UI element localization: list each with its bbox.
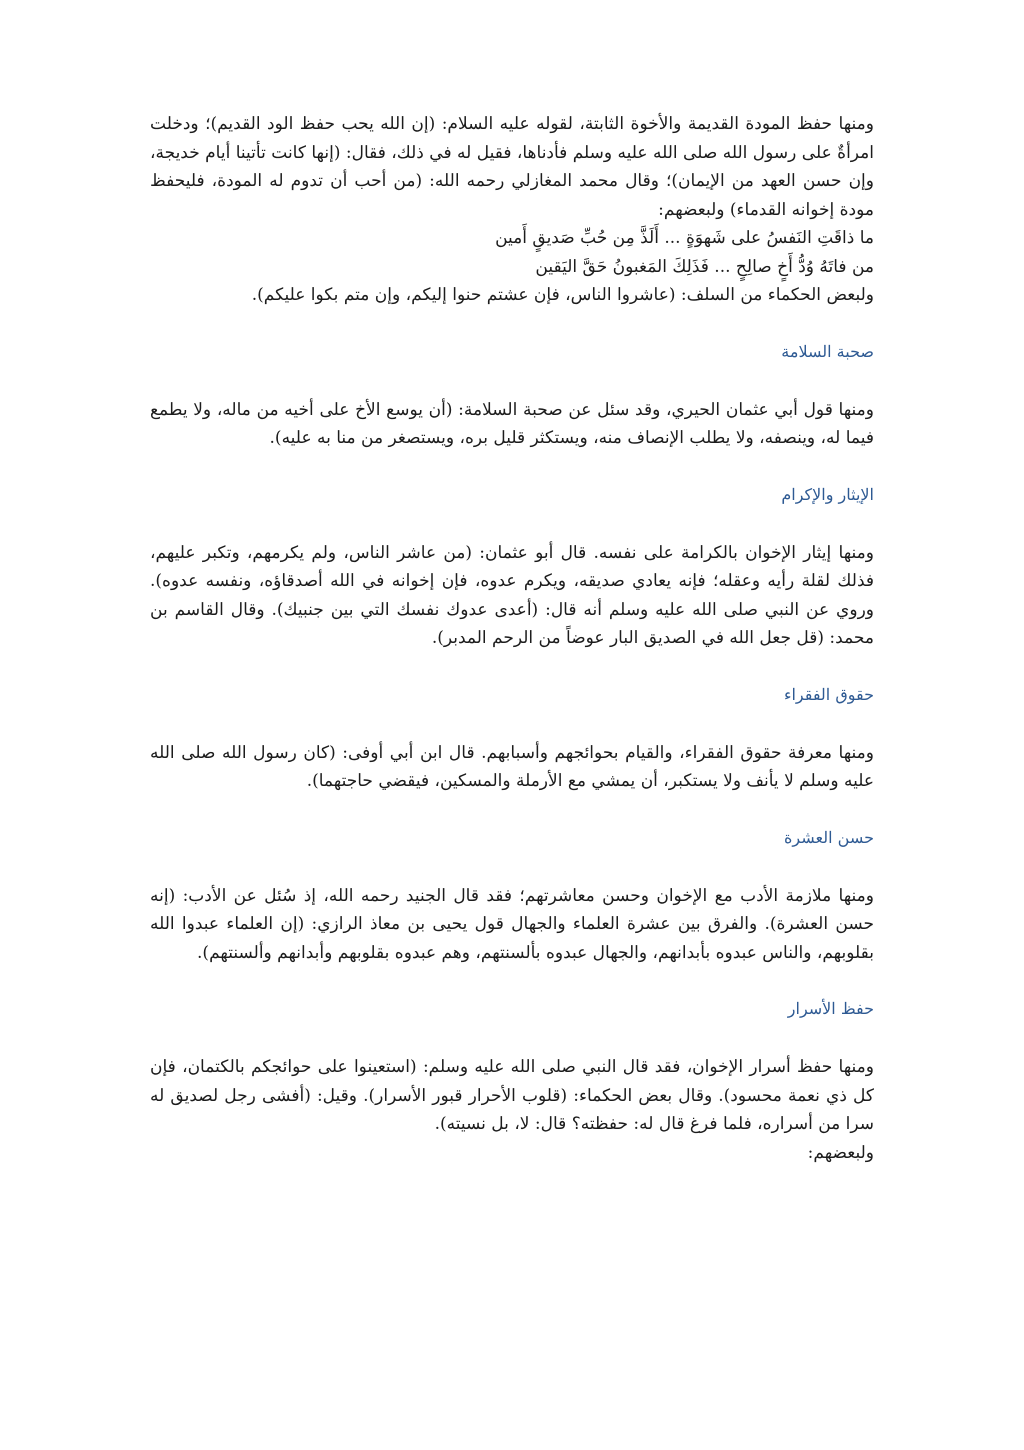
section-heading-keeping-secrets: حفظ الأسرار: [787, 999, 874, 1018]
document-page: [150, 110, 874, 1167]
section-paragraph-good-companionship: ومنها ملازمة الأدب مع الإخوان وحسن معاشرتهم؛ فقد قال الجنيد رحمه الله، إذ سُئل عن الأدب: (إنه حسن العشرة). والفرق بين عشرة العلماء والجهال قول يحيى بن معاذ الرازي: (إن العلماء عبدوا الله بقلوبهم، والناس عبدوه بأبدانهم، والجهال عبدوه بألسنتهم، وهم عبدوه بقلوبهم وأبدانهم وألسنتهم).: [150, 885, 874, 963]
poem-verse-1: ما ذاقَتِ النَفسُ على شَهوَةٍ ... أَلَذَّ مِن حُبِّ صَديقٍ أَمين: [495, 228, 874, 248]
section-heading-safety: صحبة السلامة: [781, 341, 874, 361]
section-paragraph-safety: ومنها قول أبي عثمان الحيري، وقد سئل عن صحبة السلامة: (أن يوسع الأخ على أخيه من ماله، ولا يطمع فيما له، وينصفه، ولا يطلب الإنصاف منه، ويستكثر قليل بره، ويستصغر من منا به عليه).: [150, 399, 874, 448]
section-heading-good-companionship: حسن العشرة: [784, 827, 874, 847]
section-paragraph-poor-rights: ومنها معرفة حقوق الفقراء، والقيام بحوائجهم وأسبابهم. قال ابن أبي أوفى: (كان رسول الله صلى الله عليه وسلم لا يأنف ولا يستكبر، أن يمشي مع الأرملة والمسكين، فيقضي حاجتهما).: [150, 742, 874, 791]
intro-closing-line: ولبعض الحكماء من السلف: (عاشروا الناس، فإن عشتم حنوا إليكم، وإن متم بكوا عليكم).: [251, 285, 874, 305]
poem-verse-2: من فاتَهُ وُدُّ أَخٍ صالِحٍ ... فَذَلِكَ المَغبونُ حَقَّ اليَقين: [535, 256, 874, 277]
intro-paragraph: ومنها حفظ المودة القديمة والأخوة الثابتة، لقوله عليه السلام: (إن الله يحب حفظ الود القديم)؛ ودخلت امرأةٌ على رسول الله صلى الله عليه وسلم فأدناها، فقيل له في ذلك، فقال: (إنها كانت تأتينا أيام خديجة، وإن حسن العهد من الإيمان)؛ وقال محمد المغازلي رحمه الله: (من أحب أن تدوم له المودة، فليحفظ مودة إخوانه القدماء) ولبعضهم:: [150, 114, 874, 220]
section-closing-keeping-secrets: ولبعضهم:: [807, 1142, 874, 1163]
section-heading-poor-rights: حقوق الفقراء: [783, 684, 874, 704]
section-paragraph-altruism: ومنها إيثار الإخوان بالكرامة على نفسه. قال أبو عثمان: (من عاشر الناس، ولم يكرمهم، وتكبر عليهم، فذلك لقلة رأيه وعقله؛ فإنه يعادي صديقه، ويكرم عدوه، فإن إخوانه في الله أصدقاؤه، ونفسه عدوه). وروي عن النبي صلى الله عليه وسلم أنه قال: (أعدى عدوك نفسك التي بين جنبيك). وقال القاسم بن محمد: (قل جعل الله في الصديق البار عوضاً من الرحم المدبر).: [150, 542, 874, 648]
section-paragraph-keeping-secrets: ومنها حفظ أسرار الإخوان، فقد قال النبي صلى الله عليه وسلم: (استعينوا على حوائجكم بالكتمان، فإن كل ذي نعمة محسود). وقال بعض الحكماء: (قلوب الأحرار قبور الأسرار). وقيل: (أفشى رجل لصديق له سرا من أسراره، فلما فرغ قال له: حفظته؟ قال: لا، بل نسيته).: [150, 1057, 874, 1134]
section-heading-altruism: الإيثار والإكرام: [781, 484, 874, 504]
